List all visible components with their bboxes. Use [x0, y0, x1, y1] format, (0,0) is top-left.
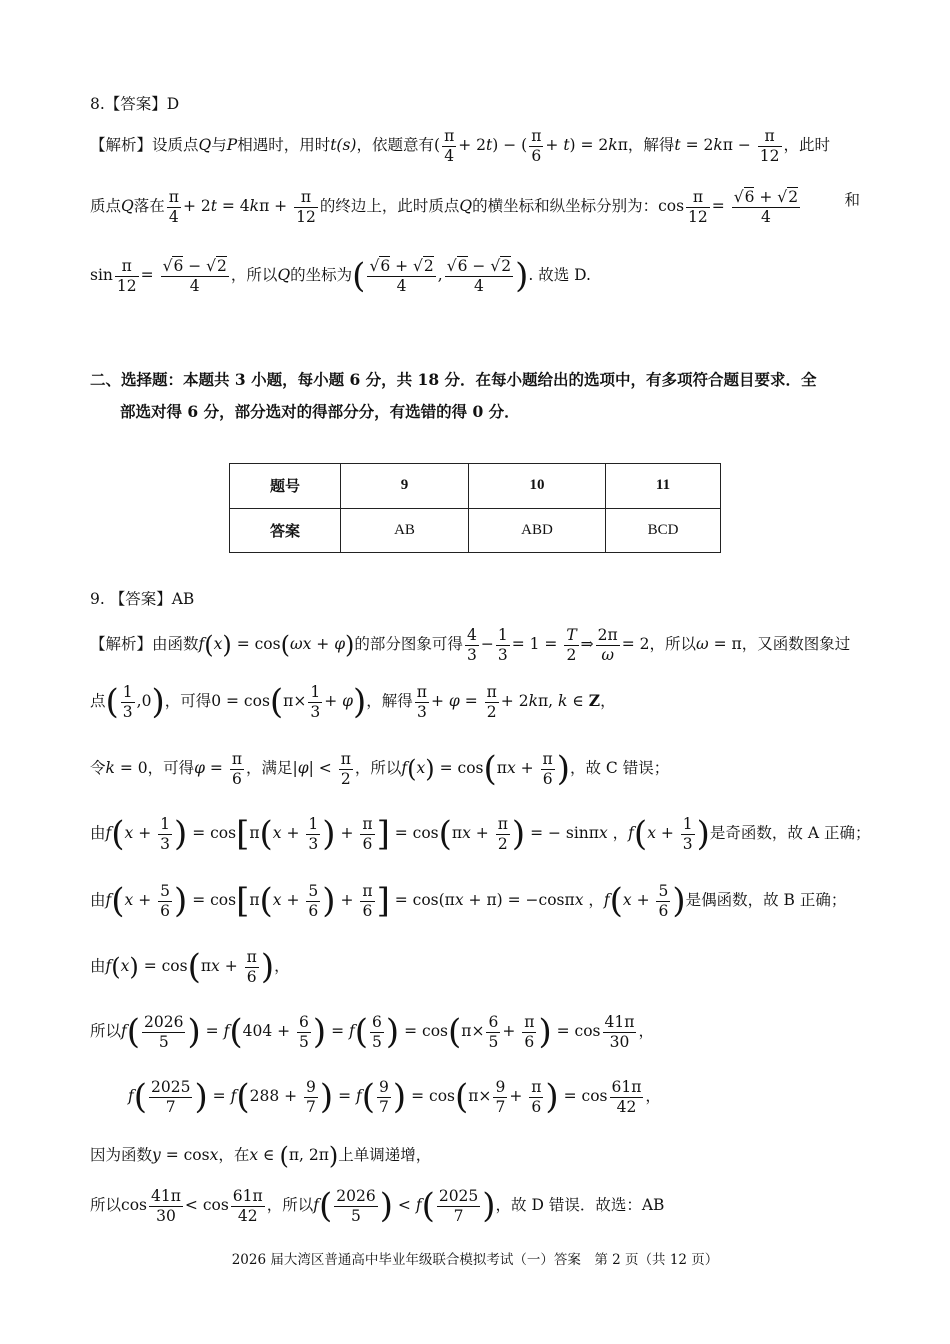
q9-line-8: f( $\frac{2025}{7}$ ) = f(288 + $\frac{9}{7}$ ) = f( $\frac{9}{7}$ ) = cos(π× $\frac{9}{7}$ + $\frac{\pi}{6}$ ) = cos $\frac{61\pi}{42}$ ， [128, 1077, 661, 1118]
table-header-label: 题号 [230, 464, 341, 509]
table-col-11: 11 [606, 464, 721, 509]
table-col-9: 9 [341, 464, 469, 509]
q8-analysis-line-1: 【解析】设质点Q与P相遇时，用时t(s)，依题意有( $\frac{\pi}{4}$ + 2t) − ( $\frac{\pi}{6}$ + t) = 2kπ，解得t = 2kπ − $\frac{\pi}{12}$ ，此时 [90, 127, 831, 165]
q9-line-9: 因为函数y = cosx，在x ∈ (π, 2π)上单调递增， [90, 1142, 432, 1170]
q9-line-10: 所以cos $\frac{41\pi}{30}$ < cos $\frac{61\pi}{42}$ ，所以f( $\frac{2026}{5}$ ) < f( $\frac{2025}{7}$ )，故 D 错误．故选：AB [90, 1186, 665, 1227]
table-answer-label: 答案 [230, 508, 341, 553]
q9-line-4: 由f(x + $\frac{1}{3}$ ) = cos[π(x + $\frac{1}{3}$ ) + $\frac{\pi}{6}$ ] = cos(πx + $\frac{\pi}{2}$ ) = − sinπx ，f(x + $\frac{1}{3}$ )是奇函数，故 A 正确； [90, 814, 871, 855]
q9-answer-heading: 9. 【答案】AB [90, 590, 195, 608]
q9-line-6: 由f(x) = cos(πx + $\frac{\pi}{6}$ )， [90, 947, 290, 988]
q9-line-3: 令k = 0，可得φ = $\frac{\pi}{6}$ ，满足|φ| < $\frac{\pi}{2}$ ，所以f(x) = cos(πx + $\frac{\pi}{6}$ )，故 C 错误； [90, 749, 670, 790]
q9-line-7: 所以f( $\frac{2026}{5}$ ) = f(404 + $\frac{6}{5}$ ) = f( $\frac{6}{5}$ ) = cos(π× $\frac{6}{5}$ + $\frac{\pi}{6}$ ) = cos $\frac{41\pi}{30}$ ， [90, 1012, 654, 1053]
answer-table-header-row [230, 464, 721, 509]
answer-table-answer-row [230, 508, 721, 553]
q9-line-1: 【解析】由函数f(x) = cos(ωx + φ)的部分图象可得 $\frac{4}{3}$ − $\frac{1}{3}$ = 1 = $\frac{T}{2}$ ⇒ $\frac{2\pi}{\omega}$ = 2，所以ω = π，又函数图象过 [90, 626, 851, 664]
q8-analysis-line-2: 质点Q落在 $\frac{\pi}{4}$ + 2t = 4kπ + $\frac{\pi}{12}$ 的终边上，此时质点Q的横坐标和纵坐标分别为：cos $\frac{\pi}{12}$ = $\frac{√6 + √2}{4}$ 和 [90, 188, 860, 226]
answer-table [229, 463, 721, 553]
q9-line-5: 由f(x + $\frac{5}{6}$ ) = cos[π(x + $\frac{5}{6}$ ) + $\frac{\pi}{6}$ ] = cos(πx + π) = −cosπx ，f(x + $\frac{5}{6}$ )是偶函数，故 B 正确； [90, 881, 847, 922]
section2-instruction-line-2: 部选对得 6 分，部分选对的得部分分，有选错的得 0 分． [120, 402, 520, 421]
q8-analysis-line-3: sin $\frac{\pi}{12}$ = $\frac{√6 - √2}{4}$ ，所以Q的坐标为( $\frac{√6 + √2}{4}$ , $\frac{√6 - √2}{4}$ ). 故选 D. [90, 256, 591, 297]
q8-answer-heading: 8.【答案】D [90, 95, 180, 113]
table-answer-9: AB [341, 508, 469, 553]
page-footer: 2026 届大湾区普通高中毕业年级联合模拟考试（一）答案 第 2 页（共 12 页） [231, 1252, 719, 1268]
section2-instruction-line-1: 二、选择题：本题共 3 小题，每小题 6 分，共 18 分．在每小题给出的选项中，有多项符合题目要求．全 [90, 370, 817, 389]
q9-line-2: 点( $\frac{1}{3}$ ,0)，可得0 = cos(π× $\frac{1}{3}$ + φ)，解得 $\frac{\pi}{3}$ + φ = $\frac{\pi}{2}$ + 2kπ, k ∈ Z， [90, 682, 616, 723]
table-col-10: 10 [469, 464, 606, 509]
table-answer-11: BCD [606, 508, 721, 553]
table-answer-10: ABD [469, 508, 606, 553]
